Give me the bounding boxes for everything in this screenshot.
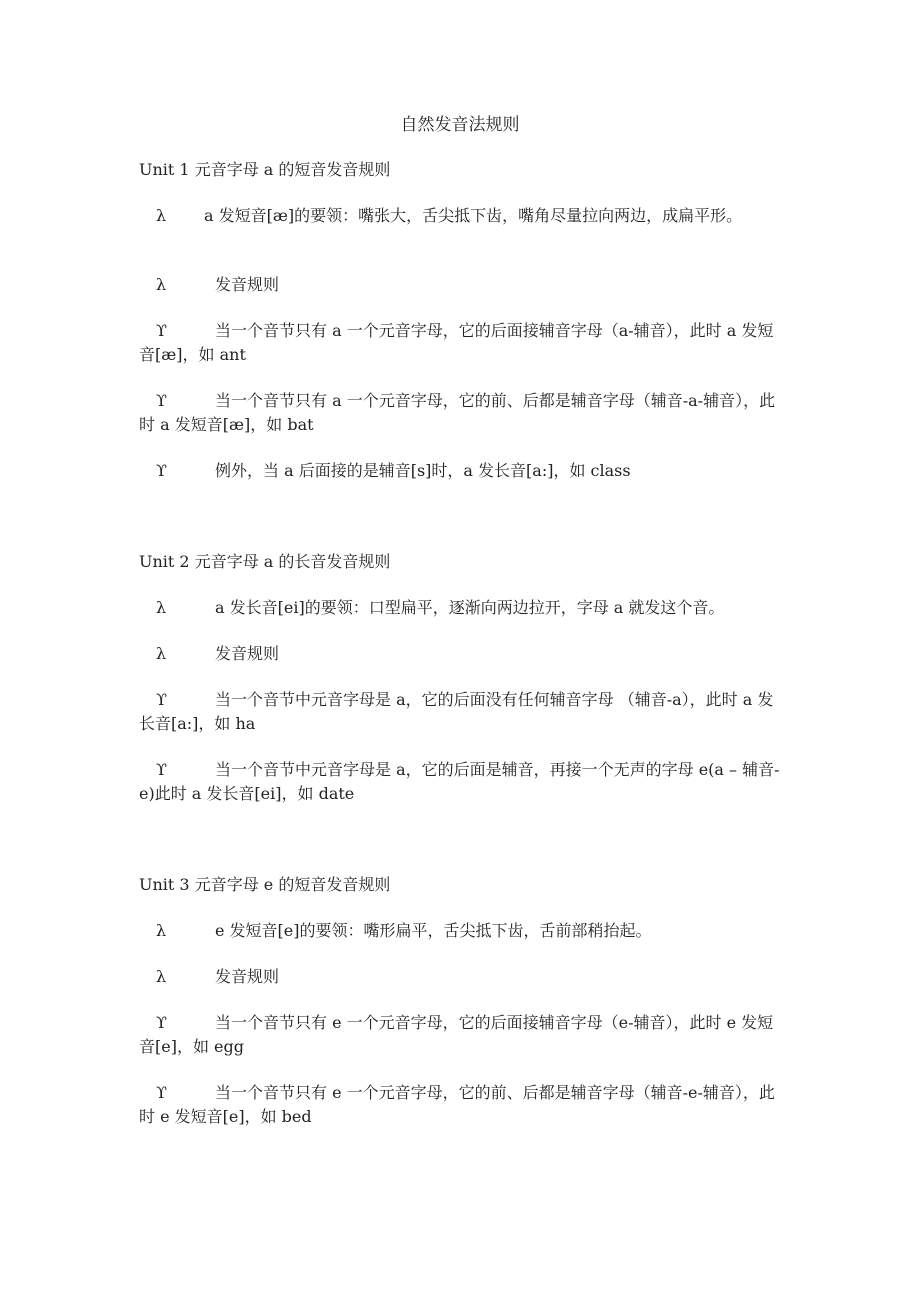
item-text: e 发短音[e]的要领：嘴形扁平，舌尖抵下齿，舌前部稍抬起。 — [215, 921, 652, 940]
upsilon-bullet-icon: ϒ — [156, 760, 167, 779]
unit-1-item-2 — [139, 273, 789, 297]
unit-1-heading: Unit 1 元音字母 a 的短音发音规则 — [139, 160, 391, 179]
item-text: 当一个音节只有 a 一个元音字母，它的后面接辅音字母（a-辅音），此时 a 发短音[æ]，如 ant — [139, 321, 774, 364]
item-text: 当一个音节只有 a 一个元音字母，它的前、后都是辅音字母（辅音-a-辅音），此时 a 发短音[æ]，如 bat — [139, 391, 776, 434]
unit-3-heading: Unit 3 元音字母 e 的短音发音规则 — [139, 875, 391, 894]
unit-1-item-5 — [139, 459, 789, 483]
upsilon-bullet-icon: ϒ — [156, 1013, 167, 1032]
unit-2-item-3 — [139, 688, 789, 736]
unit-2-item-2 — [139, 642, 789, 666]
item-text: 当一个音节只有 e 一个元音字母，它的前、后都是辅音字母（辅音-e-辅音），此时 e 发短音[e]，如 bed — [139, 1083, 775, 1126]
unit-1-item-4 — [139, 389, 789, 437]
item-text: a 发长音[ei]的要领：口型扁平，逐渐向两边拉开，字母 a 就发这个音。 — [215, 598, 725, 617]
document-title: 自然发音法规则 — [400, 115, 520, 135]
unit-2-item-1 — [139, 596, 789, 620]
lambda-bullet-icon: λ — [156, 967, 167, 986]
upsilon-bullet-icon: ϒ — [156, 321, 167, 340]
unit-2-heading: Unit 2 元音字母 a 的长音发音规则 — [139, 552, 391, 571]
lambda-bullet-icon: λ — [156, 206, 167, 225]
upsilon-bullet-icon: ϒ — [156, 690, 167, 709]
item-text: 发音规则 — [215, 644, 280, 663]
lambda-bullet-icon: λ — [156, 275, 167, 294]
unit-1-item-1 — [139, 204, 789, 228]
unit-3-item-4 — [139, 1081, 789, 1129]
upsilon-bullet-icon: ϒ — [156, 461, 167, 480]
unit-3-item-1 — [139, 919, 789, 943]
item-text: 例外，当 a 后面接的是辅音[s]时，a 发长音[a:]，如 class — [215, 461, 631, 480]
lambda-bullet-icon: λ — [156, 598, 167, 617]
item-text: 当一个音节只有 e 一个元音字母，它的后面接辅音字母（e-辅音），此时 e 发短音[e]，如 egg — [139, 1013, 774, 1056]
unit-3-item-2 — [139, 965, 789, 989]
upsilon-bullet-icon: ϒ — [156, 391, 167, 410]
unit-2-item-4 — [139, 758, 789, 806]
item-text: 发音规则 — [215, 967, 280, 986]
unit-1-item-3 — [139, 319, 789, 367]
upsilon-bullet-icon: ϒ — [156, 1083, 167, 1102]
lambda-bullet-icon: λ — [156, 921, 167, 940]
item-text: 发音规则 — [215, 275, 280, 294]
item-text: a 发短音[æ]的要领：嘴张大，舌尖抵下齿，嘴角尽量拉向两边，成扁平形。 — [204, 206, 743, 225]
item-text: 当一个音节中元音字母是 a，它的后面是辅音，再接一个无声的字母 e(a – 辅音-e)此时 a 发长音[ei]，如 date — [139, 760, 780, 803]
lambda-bullet-icon: λ — [156, 644, 167, 663]
item-text: 当一个音节中元音字母是 a，它的后面没有任何辅音字母 （辅音-a），此时 a 发长音[a:]，如 ha — [139, 690, 774, 733]
unit-3-item-3 — [139, 1011, 789, 1059]
